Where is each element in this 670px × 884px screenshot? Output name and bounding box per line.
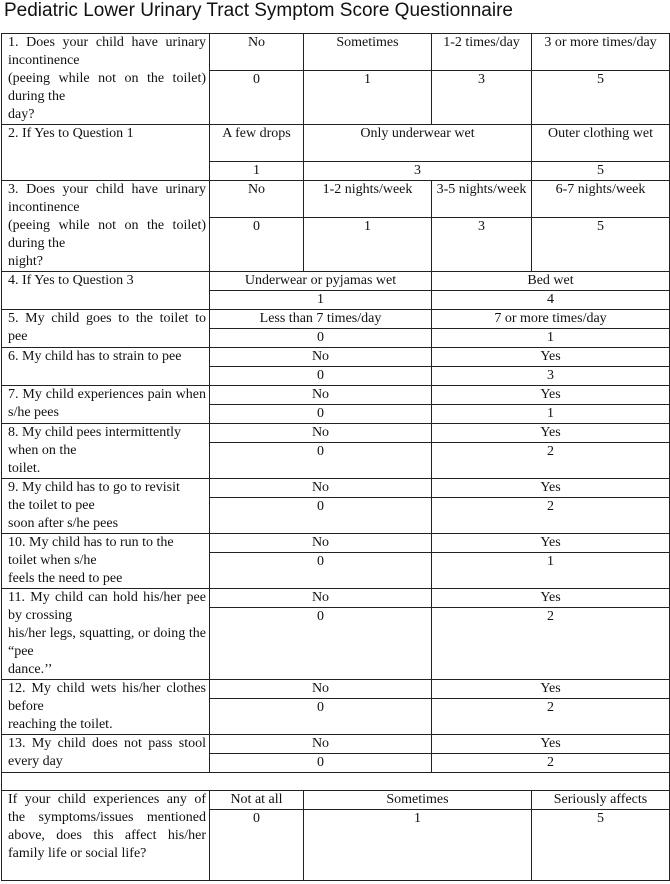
option-score: 0 bbox=[210, 367, 432, 386]
option-label: 1-2 nights/week bbox=[304, 181, 432, 218]
option-label: No bbox=[210, 424, 432, 443]
option-score: 0 bbox=[210, 443, 432, 479]
option-score: 2 bbox=[432, 443, 670, 479]
option-score: 2 bbox=[432, 608, 670, 680]
option-label: No bbox=[210, 479, 432, 498]
q3-label-row bbox=[2, 181, 670, 218]
q6-label-row bbox=[2, 348, 670, 367]
q11-label-row bbox=[2, 589, 670, 608]
q12-label-row bbox=[2, 680, 670, 699]
q7-question: 7. My child experiences pain when s/he pees bbox=[2, 386, 210, 424]
q10-question: 10. My child has to run to the toilet when s/he feels the need to pee bbox=[2, 534, 210, 589]
option-score: 5 bbox=[532, 71, 670, 125]
q11-question: 11. My child can hold his/her pee by crossing his/her legs, squatting, or doing the “pee dance.’’ bbox=[2, 589, 210, 680]
option-score: 0 bbox=[210, 553, 432, 589]
option-score: 2 bbox=[432, 498, 670, 534]
option-label: No bbox=[210, 34, 304, 71]
q4-label-row bbox=[2, 272, 670, 291]
option-label: Not at all bbox=[210, 791, 304, 810]
option-label: 3-5 nights/week bbox=[432, 181, 532, 218]
option-label: Less than 7 times/day bbox=[210, 310, 432, 329]
q1-label-row bbox=[2, 34, 670, 71]
q4-question: 4. If Yes to Question 3 bbox=[2, 272, 210, 310]
option-score: 1 bbox=[432, 405, 670, 424]
option-score: 0 bbox=[210, 699, 432, 735]
option-score: 5 bbox=[532, 162, 670, 181]
option-score: 4 bbox=[432, 291, 670, 310]
option-label: 6-7 nights/week bbox=[532, 181, 670, 218]
q12-question: 12. My child wets his/her clothes before reaching the toilet. bbox=[2, 680, 210, 735]
option-label: 7 or more times/day bbox=[432, 310, 670, 329]
option-label: Yes bbox=[432, 589, 670, 608]
option-label: Sometimes bbox=[304, 791, 532, 810]
empty-separator bbox=[2, 773, 670, 791]
q3-question: 3. Does your child have urinary incontinence (peeing while not on the toilet) during the night? bbox=[2, 181, 210, 272]
option-score: 0 bbox=[210, 754, 432, 773]
option-score: 0 bbox=[210, 810, 304, 881]
option-score: 0 bbox=[210, 71, 304, 125]
option-label: Yes bbox=[432, 735, 670, 754]
questionnaire-table bbox=[1, 33, 670, 881]
option-label: Seriously affects bbox=[532, 791, 670, 810]
option-label: Yes bbox=[432, 348, 670, 367]
option-score: 1 bbox=[210, 162, 304, 181]
option-score: 3 bbox=[432, 218, 532, 272]
q7-label-row bbox=[2, 386, 670, 405]
option-score: 1 bbox=[432, 553, 670, 589]
q1-question: 1. Does your child have urinary incontinence (peeing while not on the toilet) during the day? bbox=[2, 34, 210, 125]
option-score: 0 bbox=[210, 329, 432, 348]
option-label: Yes bbox=[432, 386, 670, 405]
q10-label-row bbox=[2, 534, 670, 553]
option-score: 2 bbox=[432, 699, 670, 735]
q8-question: 8. My child pees intermittently when on the toilet. bbox=[2, 424, 210, 479]
option-score: 5 bbox=[532, 810, 670, 881]
option-label: Yes bbox=[432, 534, 670, 553]
option-score: 3 bbox=[432, 367, 670, 386]
option-label: 1-2 times/day bbox=[432, 34, 532, 71]
option-label: Bed wet bbox=[432, 272, 670, 291]
option-label: No bbox=[210, 589, 432, 608]
option-label: No bbox=[210, 348, 432, 367]
q2-label-row bbox=[2, 125, 670, 162]
option-score: 1 bbox=[210, 291, 432, 310]
option-score: 3 bbox=[432, 71, 532, 125]
q6-question: 6. My child has to strain to pee bbox=[2, 348, 210, 386]
option-label: Sometimes bbox=[304, 34, 432, 71]
impact-question: If your child experiences any of the symptoms/issues mentioned above, does this affect his/her family life or social life? bbox=[2, 791, 210, 881]
option-score: 2 bbox=[432, 754, 670, 773]
q13-question: 13. My child does not pass stool every day bbox=[2, 735, 210, 773]
impact-label-row bbox=[2, 791, 670, 810]
option-label: A few drops bbox=[210, 125, 304, 162]
option-label: No bbox=[210, 534, 432, 553]
q9-label-row bbox=[2, 479, 670, 498]
option-label: 3 or more times/day bbox=[532, 34, 670, 71]
q5-question: 5. My child goes to the toilet to pee bbox=[2, 310, 210, 348]
q5-label-row bbox=[2, 310, 670, 329]
option-score: 1 bbox=[304, 71, 432, 125]
page-title: Pediatric Lower Urinary Tract Symptom Score Questionnaire bbox=[4, 0, 513, 21]
spacer-row bbox=[2, 773, 670, 791]
option-score: 1 bbox=[432, 329, 670, 348]
option-label: No bbox=[210, 735, 432, 754]
option-label: No bbox=[210, 181, 304, 218]
option-score: 0 bbox=[210, 218, 304, 272]
option-label: Underwear or pyjamas wet bbox=[210, 272, 432, 291]
option-label: No bbox=[210, 386, 432, 405]
option-label: No bbox=[210, 680, 432, 699]
q8-label-row bbox=[2, 424, 670, 443]
option-label: Yes bbox=[432, 424, 670, 443]
option-score: 0 bbox=[210, 405, 432, 424]
option-score: 1 bbox=[304, 810, 532, 881]
option-label: Yes bbox=[432, 680, 670, 699]
q2-question: 2. If Yes to Question 1 bbox=[2, 125, 210, 181]
option-score: 3 bbox=[304, 162, 532, 181]
option-score: 5 bbox=[532, 218, 670, 272]
option-label: Outer clothing wet bbox=[532, 125, 670, 162]
option-label: Yes bbox=[432, 479, 670, 498]
option-label: Only underwear wet bbox=[304, 125, 532, 162]
option-score: 0 bbox=[210, 498, 432, 534]
q13-label-row bbox=[2, 735, 670, 754]
option-score: 0 bbox=[210, 608, 432, 680]
q9-question: 9. My child has to go to revisit the toilet to pee soon after s/he pees bbox=[2, 479, 210, 534]
option-score: 1 bbox=[304, 218, 432, 272]
